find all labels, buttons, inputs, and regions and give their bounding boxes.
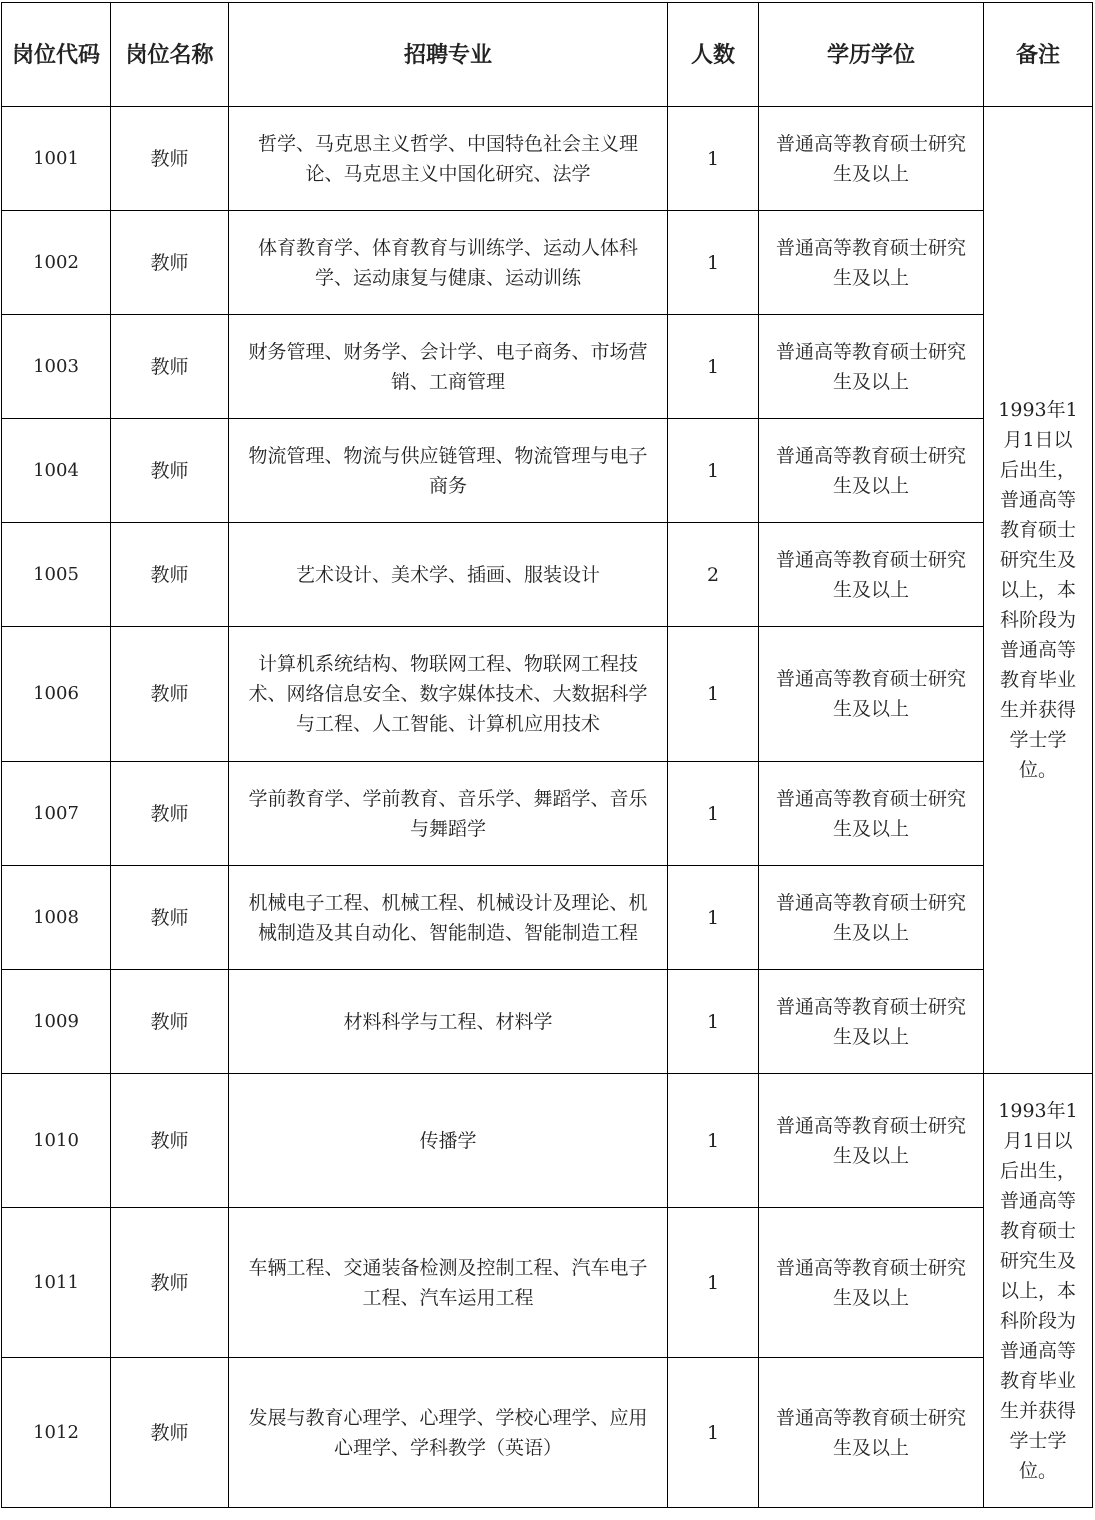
post-code: 1007 — [2, 762, 111, 866]
degree: 普通高等教育硕士研究生及以上 — [759, 1358, 984, 1508]
post-name: 教师 — [111, 1074, 229, 1208]
post-code: 1008 — [2, 866, 111, 970]
header-post-code: 岗位代码 — [2, 3, 111, 107]
degree: 普通高等教育硕士研究生及以上 — [759, 970, 984, 1074]
majors: 哲学、马克思主义哲学、中国特色社会主义理论、马克思主义中国化研究、法学 — [229, 107, 668, 211]
headcount: 1 — [668, 1074, 759, 1208]
headcount: 1 — [668, 866, 759, 970]
post-code: 1005 — [2, 523, 111, 627]
degree: 普通高等教育硕士研究生及以上 — [759, 866, 984, 970]
majors: 体育教育学、体育教育与训练学、运动人体科学、运动康复与健康、运动训练 — [229, 211, 668, 315]
post-code: 1002 — [2, 211, 111, 315]
table-row — [2, 315, 1093, 419]
post-name: 教师 — [111, 211, 229, 315]
post-name: 教师 — [111, 419, 229, 523]
majors: 物流管理、物流与供应链管理、物流管理与电子商务 — [229, 419, 668, 523]
post-code: 1003 — [2, 315, 111, 419]
degree: 普通高等教育硕士研究生及以上 — [759, 523, 984, 627]
degree: 普通高等教育硕士研究生及以上 — [759, 1074, 984, 1208]
post-code: 1011 — [2, 1208, 111, 1358]
header-remarks: 备注 — [984, 3, 1093, 107]
degree: 普通高等教育硕士研究生及以上 — [759, 762, 984, 866]
headcount: 2 — [668, 523, 759, 627]
headcount: 1 — [668, 419, 759, 523]
headcount: 1 — [668, 211, 759, 315]
post-name: 教师 — [111, 107, 229, 211]
post-code: 1004 — [2, 419, 111, 523]
headcount: 1 — [668, 315, 759, 419]
table-row — [2, 762, 1093, 866]
table-row — [2, 627, 1093, 762]
table-row — [2, 1208, 1093, 1358]
table-row — [2, 1074, 1093, 1208]
post-code: 1009 — [2, 970, 111, 1074]
post-code: 1006 — [2, 627, 111, 762]
majors: 计算机系统结构、物联网工程、物联网工程技术、网络信息安全、数字媒体技术、大数据科学与工程、人工智能、计算机应用技术 — [229, 627, 668, 762]
headcount: 1 — [668, 1208, 759, 1358]
post-name: 教师 — [111, 315, 229, 419]
degree: 普通高等教育硕士研究生及以上 — [759, 419, 984, 523]
majors: 发展与教育心理学、心理学、学校心理学、应用心理学、学科教学（英语） — [229, 1358, 668, 1508]
post-name: 教师 — [111, 1208, 229, 1358]
majors: 学前教育学、学前教育、音乐学、舞蹈学、音乐与舞蹈学 — [229, 762, 668, 866]
post-name: 教师 — [111, 1358, 229, 1508]
table-row — [2, 211, 1093, 315]
majors: 传播学 — [229, 1074, 668, 1208]
table-row — [2, 970, 1093, 1074]
header-count: 人数 — [668, 3, 759, 107]
majors: 机械电子工程、机械工程、机械设计及理论、机械制造及其自动化、智能制造、智能制造工程 — [229, 866, 668, 970]
post-name: 教师 — [111, 523, 229, 627]
post-code: 1001 — [2, 107, 111, 211]
degree: 普通高等教育硕士研究生及以上 — [759, 1208, 984, 1358]
headcount: 1 — [668, 762, 759, 866]
degree: 普通高等教育硕士研究生及以上 — [759, 107, 984, 211]
table-row — [2, 523, 1093, 627]
remarks-cell: 1993年1月1日以后出生，普通高等教育硕士研究生及以上，本科阶段为普通高等教育毕业生并获得学士学位。 — [984, 1074, 1093, 1508]
majors: 材料科学与工程、材料学 — [229, 970, 668, 1074]
post-name: 教师 — [111, 762, 229, 866]
table-row — [2, 419, 1093, 523]
headcount: 1 — [668, 970, 759, 1074]
degree: 普通高等教育硕士研究生及以上 — [759, 315, 984, 419]
remarks-cell: 1993年1月1日以后出生，普通高等教育硕士研究生及以上，本科阶段为普通高等教育毕业生并获得学士学位。 — [984, 107, 1093, 1074]
majors: 车辆工程、交通装备检测及控制工程、汽车电子工程、汽车运用工程 — [229, 1208, 668, 1358]
majors: 财务管理、财务学、会计学、电子商务、市场营销、工商管理 — [229, 315, 668, 419]
post-name: 教师 — [111, 866, 229, 970]
header-majors: 招聘专业 — [229, 3, 668, 107]
table-row — [2, 107, 1093, 211]
table-row — [2, 1358, 1093, 1508]
headcount: 1 — [668, 627, 759, 762]
post-name: 教师 — [111, 627, 229, 762]
headcount: 1 — [668, 1358, 759, 1508]
header-post-name: 岗位名称 — [111, 3, 229, 107]
degree: 普通高等教育硕士研究生及以上 — [759, 211, 984, 315]
post-code: 1010 — [2, 1074, 111, 1208]
table-row — [2, 866, 1093, 970]
header-degree: 学历学位 — [759, 3, 984, 107]
degree: 普通高等教育硕士研究生及以上 — [759, 627, 984, 762]
majors: 艺术设计、美术学、插画、服装设计 — [229, 523, 668, 627]
post-name: 教师 — [111, 970, 229, 1074]
headcount: 1 — [668, 107, 759, 211]
recruitment-table — [1, 2, 1093, 1508]
post-code: 1012 — [2, 1358, 111, 1508]
header-row — [2, 3, 1093, 107]
